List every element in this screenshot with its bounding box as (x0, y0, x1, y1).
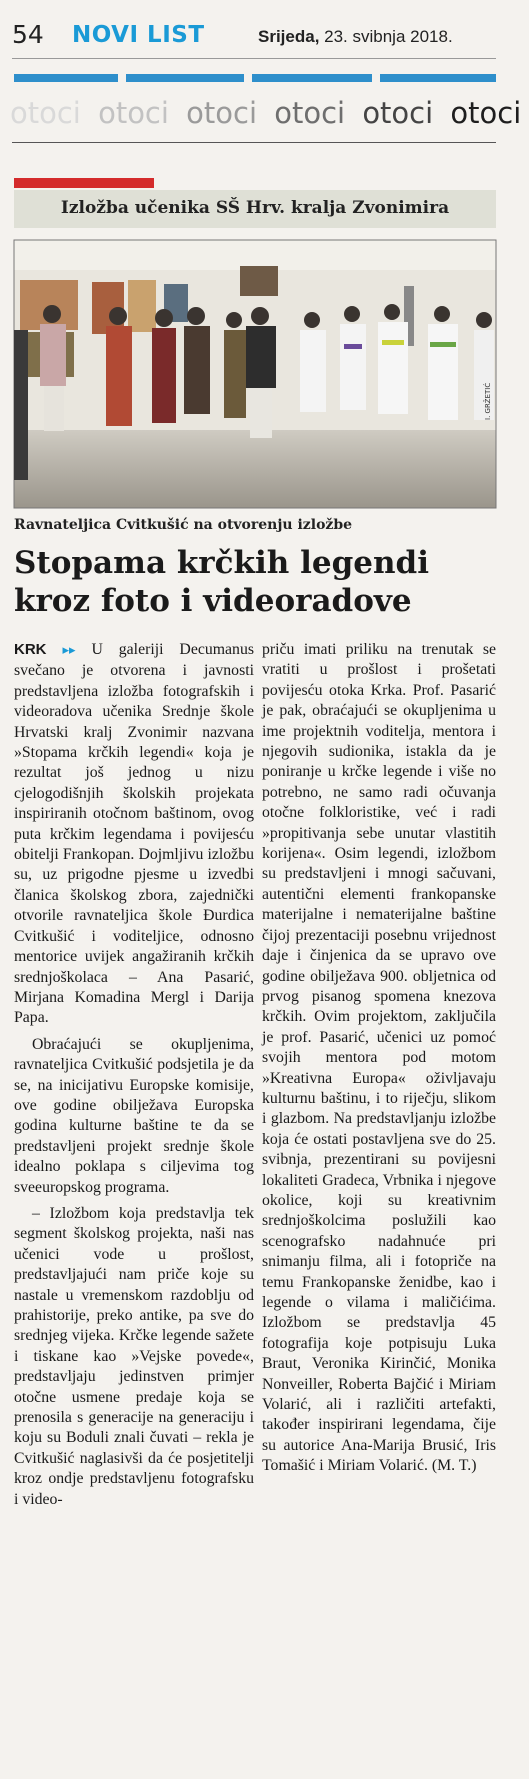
photo-caption: Ravnateljica Cvitkušić na otvorenju izložbe (14, 517, 353, 533)
body-paragraph: – Izložbom koja predstavlja tek segment školskog projekta, naši nas učenici vode u prošlost, predstavljajući nam priče koje su nastale u vremenskom razdoblju od prahistorije, preko antike, pa sve do srednjeg vijeka. Krčke legende sažete i tiskane kao »Vejske povede«, predstavljaju jedinstven primjer otočne usmene predaje koja se prenosila s generacije na generaciju i koju su Boduli znali čuvati – rekla je Cvitkušić naglasivši da će posjetitelji kroz ondje predstavljenu fotografsku i video- (14, 1204, 254, 1508)
headline-line: kroz foto i videoradove (14, 583, 412, 619)
issue-date-rest: 23. svibnja 2018. (319, 27, 453, 46)
section-word: otoci (98, 96, 169, 130)
article-column-2 (262, 640, 496, 1477)
section-rule-segment (14, 74, 118, 82)
section-rule-segment (252, 74, 372, 82)
kicker-box (14, 190, 496, 228)
section-word: otoci (362, 96, 434, 130)
issue-weekday: Srijeda, (258, 27, 320, 46)
masthead (0, 14, 501, 54)
section-word: otoci (10, 96, 81, 130)
article-column-1 (14, 640, 254, 1510)
photo-credit: I. GRŽETIĆ (484, 382, 492, 420)
headline-line: Stopama krčkih legendi (14, 545, 429, 581)
section-wordmark (10, 96, 522, 138)
section-word: otoci (274, 96, 346, 130)
section-word: otoci (450, 96, 522, 130)
section-word: otoci (186, 96, 258, 130)
article-photo (14, 240, 496, 508)
body-text: U galeriji Decumanus svečano je otvorena i javnosti predstavljena izložba fotografskih i videoradova učenika Srednje škole Hrvatski kralj Zvonimir nazvana »Stopama krčkih legendi« koja je rezultat još jednog u nizu cjelogodišnjih školskih projekata inspiriranih otočnom baštinom, ovog puta krčkim legendama i povijesću obitelji Frankopan. Dojmljivu izložbu su, uz prigodne pjesme u izvedbi članica školskog zbora, zajednički otvorile ravnateljica škole Đurdica Cvitkušić i voditeljice, odnosno mentorice uvijek angažiranih krčkih srednjoškolaca – Ana Pasarić, Mirjana Komadina Mergl i Darija Papa. (14, 641, 255, 1027)
masthead-rule (12, 58, 496, 59)
kicker: Izložba učenika SŠ Hrv. kralja Zvonimira (60, 198, 450, 218)
body-paragraph: priču imati priliku na trenutak se vratiti u prošlost i prošetati povijesću otoka Krka. Prof. Pasarić je pak, obraćajući se okupljenima u ime projektnih voditelja, mentora i njegovih sudionika, istakla da je poniranje u krčke legende i više no potrebno, ne samo radi očuvanja otočne folkloristike, već i radi »propitivanja sebe unutar vlastitih korijena«. Osim legendi, izložbom su predstavljeni i mnogi sačuvani, autentični elementi frankopanske materijalne i nematerijalne baštine čijoj prezentaciji posebnu vrijednost daje i činjenica da se upravo ove godine obilježava 900. obljetnica od prvog pisanog spomena knezova krčkih. Ovim projektom, zaključila je prof. Pasarić, učenici uz pomoć svojih mentora pod motom »Kreativna Europa« oživljavaju kulturnu baštinu, i to riječju, slikom i glazbom. Na predstavljanju izložbe koja će ostati postavljena sve do 25. svibnja, prezentirani su povijesni lokaliteti Gradeca, Vrbnika i njegove okolice, koji su kreativnim srednjoškolcima poslužili kao scenografsko nadahnuće pri snimanju filma, ali i fotopriče na temu Frankopanske ženidbe, kao i legende o vilama i maličićima. Izložbom se predstavlja 45 fotografija koje potpisuju Luka Braut, Veronika Kirinčić, Monika Nonveiller, Roberta Bajčić i Miriam Volarić, ali i različiti artefakti, također inspirirani legendama, čije su autorice Ana-Marija Brusić, Iris Tomašić i Miriam Volarić. (M. T.) (262, 641, 496, 1475)
page-number: 54 (12, 20, 44, 49)
dateline: KRK (14, 641, 47, 658)
body-paragraph: Obraćajući se okupljenima, ravnateljica Cvitkušić podsjetila je da se, na inicijativu Europske komisije, ove godine obilježava Europska godina kulturne baštine te da se predstavljeni projekt srednje škole idealno poklapa s ciljevima tog sveeuropskog programa. (14, 1035, 254, 1196)
body-paragraph (14, 640, 254, 1029)
newspaper-name: NOVI LIST (72, 22, 205, 48)
issue-date (258, 27, 453, 47)
section-rule-segment (126, 74, 244, 82)
headline (14, 544, 496, 620)
accent-bar (14, 178, 154, 188)
section-rule-segment (380, 74, 496, 82)
section-underline (12, 142, 496, 143)
dateline-arrow-icon: ▸▸ (62, 643, 76, 658)
